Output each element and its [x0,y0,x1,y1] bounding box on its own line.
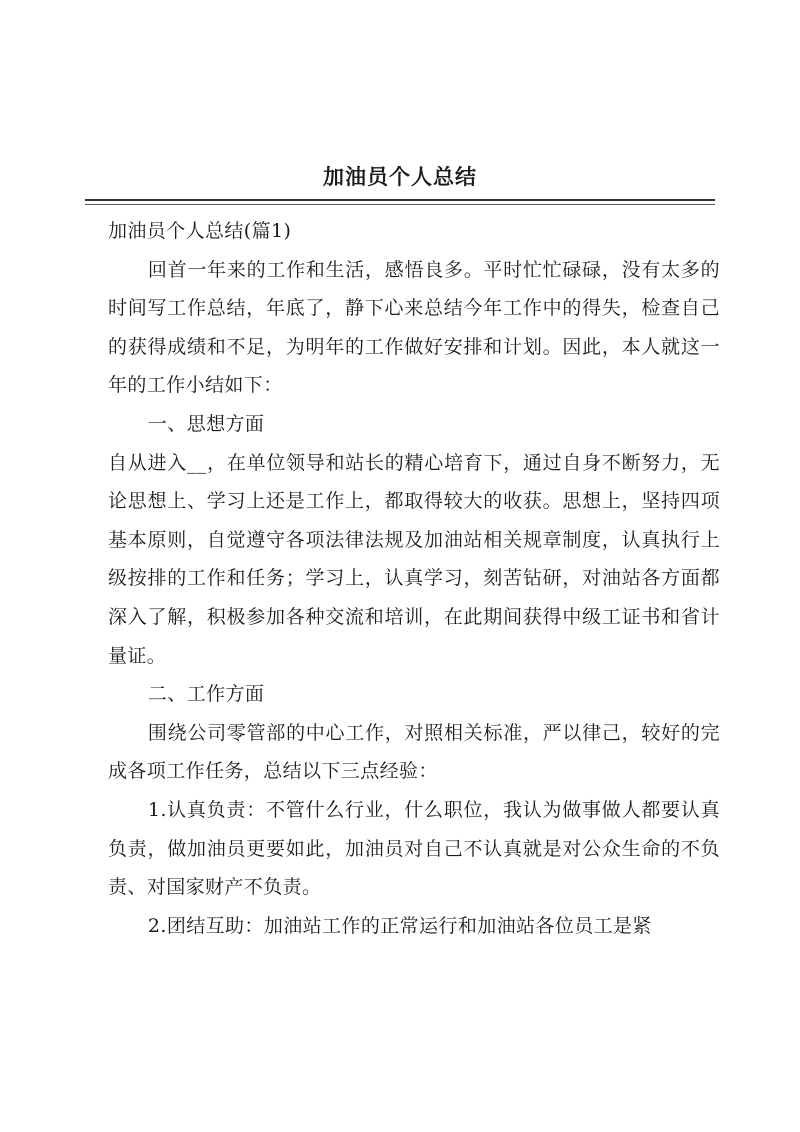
body-paragraph: 二、工作方面 [147,683,265,706]
document-body [108,212,720,945]
body-paragraph: 一、思想方面 [147,412,265,435]
section-heading: 加油员个人总结(篇1) [108,220,292,242]
body-paragraph: 2.团结互助：加油站工作的正常运行和加油站各位员工是紧 [147,914,652,937]
body-paragraph: 1.认真负责：不管什么行业，什么职位，我认为做事做人都要认真负责，做加油员更要如此，加油员对自己不认真就是对公众生命的不负责、对国家财产不负责。 [108,798,720,899]
title-divider-thick [85,199,715,201]
body-paragraph: 回首一年来的工作和生活，感悟良多。平时忙忙碌碌，没有太多的时间写工作总结，年底了，静下心来总结今年工作中的得失，检查自己的获得成绩和不足，为明年的工作做好安排和计划。因此，本人就这一年的工作小结如下： [108,258,720,397]
body-paragraph: 围绕公司零管部的中心工作，对照相关标准，严以律己，较好的完成各项工作任务，总结以下三点经验： [108,721,720,783]
document-title: 加油员个人总结 [323,164,477,189]
title-divider-thin [85,204,715,205]
body-paragraph: 自从进入__，在单位领导和站长的精心培育下，通过自身不断努力，无论思想上、学习上还是工作上，都取得较大的收获。思想上，坚持四项基本原则，自觉遵守各项法律法规及加油站相关规章制度，认真执行上级按排的工作和任务；学习上，认真学习，刻苦钻研，对油站各方面都深入了解，积极参加各种交流和培训，在此期间获得中级工证书和省计量证。 [108,451,720,667]
